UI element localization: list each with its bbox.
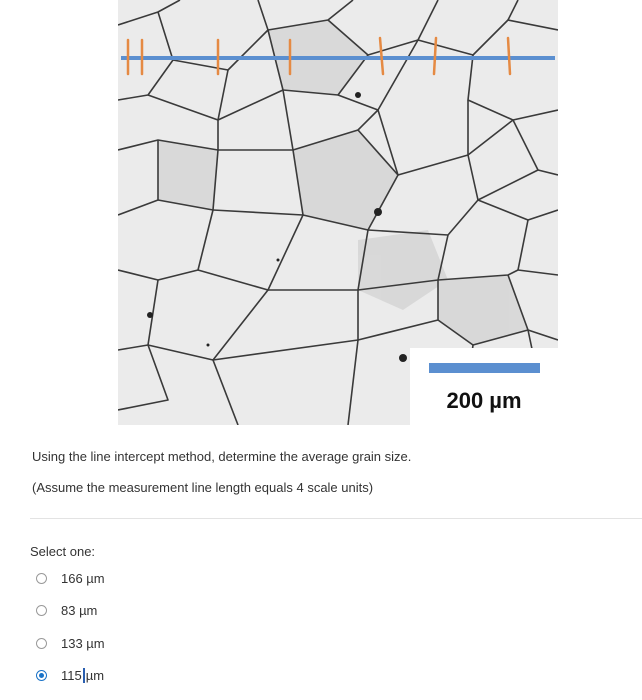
radio-checked-icon[interactable] [36, 670, 47, 681]
question-text: Using the line intercept method, determine the average grain size. [32, 449, 412, 464]
answer-option-unit: µm [85, 668, 105, 683]
answer-option-label: 83 µm [61, 603, 98, 618]
answer-option-1[interactable] [36, 571, 105, 586]
select-one-label: Select one: [30, 544, 96, 559]
answer-option-value: 115 [61, 668, 82, 683]
divider [30, 518, 642, 519]
answer-option-label: 133 µm [61, 636, 105, 651]
answer-option-2[interactable] [36, 603, 97, 618]
answer-option-3[interactable] [36, 636, 105, 651]
question-assumption: (Assume the measurement line length equals 4 scale units) [32, 480, 374, 495]
radio-unchecked-icon[interactable] [36, 605, 47, 616]
scale-bar [429, 363, 540, 373]
scale-bar-box [410, 348, 558, 425]
radio-unchecked-icon[interactable] [36, 573, 47, 584]
grain-micrograph [118, 0, 558, 425]
answer-option-4[interactable] [36, 668, 104, 683]
radio-unchecked-icon[interactable] [36, 638, 47, 649]
text-cursor [83, 668, 85, 683]
answer-option-label [61, 668, 104, 683]
answer-option-label: 166 µm [61, 571, 105, 586]
scale-bar-label: 200 µm [446, 388, 522, 413]
